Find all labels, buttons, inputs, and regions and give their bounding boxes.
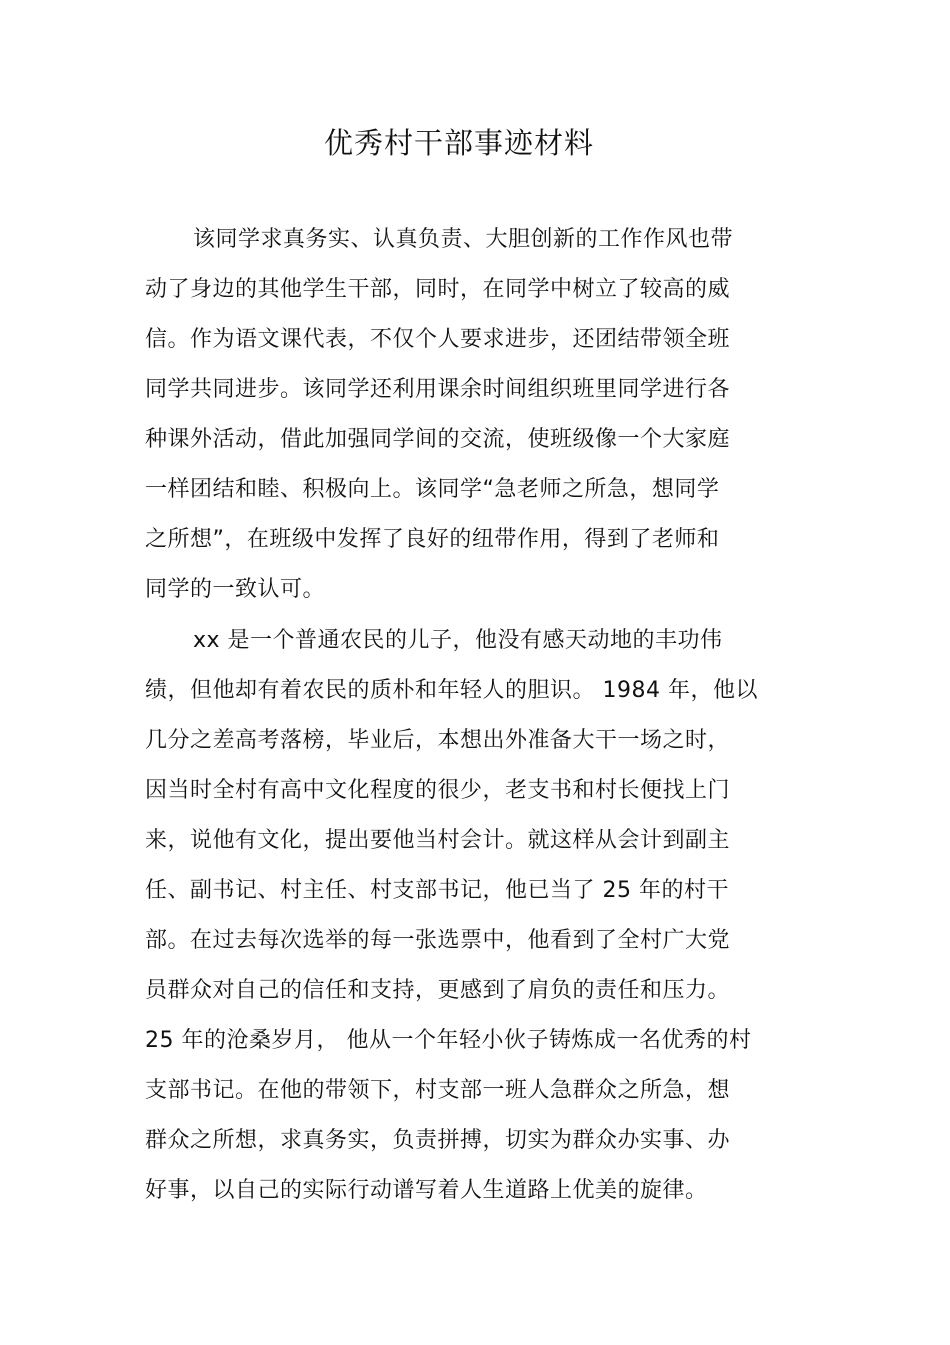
paragraph-2-line-2: 绩，但他却有着农民的质朴和年轻人的胆识。 1984 年，他以	[145, 678, 758, 703]
paragraph-2-line-6: 任、副书记、村主任、村支部书记，他已当了 25 年的村干	[145, 878, 729, 903]
paragraph-1-line-1: 该同学求真务实、认真负责、大胆创新的工作作风也带	[193, 227, 734, 252]
paragraph-2-line-1: xx 是一个普通农民的儿子，他没有感天动地的丰功伟	[193, 628, 723, 653]
paragraph-2-line-5: 来，说他有文化，提出要他当村会计。就这样从会计到副主	[145, 828, 731, 853]
paragraph-1-line-6: 一样团结和睦、积极向上。该同学“急老师之所急，想同学	[145, 477, 720, 502]
paragraph-1-line-3: 信。作为语文课代表，不仅个人要求进步，还团结带领全班	[145, 327, 731, 352]
paragraph-1-line-4: 同学共同进步。该同学还利用课余时间组织班里同学进行各	[145, 377, 731, 402]
paragraph-1-line-8: 同学的一致认可。	[145, 577, 326, 602]
paragraph-1-line-5: 种课外活动，借此加强同学间的交流，使班级像一个大家庭	[145, 427, 731, 452]
paragraph-2-line-9: 25 年的沧桑岁月， 他从一个年轻小伙子铸炼成一名优秀的村	[145, 1028, 752, 1053]
paragraph-2-line-7: 部。在过去每次选举的每一张选票中，他看到了全村广大党	[145, 928, 731, 953]
paragraph-2-line-3: 几分之差高考落榜，毕业后，本想出外准备大干一场之时，	[145, 728, 731, 753]
paragraph-2-line-12: 好事，以自己的实际行动谱写着人生道路上优美的旋律。	[145, 1178, 708, 1203]
paragraph-2-line-10: 支部书记。在他的带领下，村支部一班人急群众之所急，想	[145, 1078, 731, 1103]
paragraph-2-line-8: 员群众对自己的信任和支持，更感到了肩负的责任和压力。	[145, 978, 731, 1003]
paragraph-2-line-11: 群众之所想，求真务实，负责拼搏，切实为群众办实事、办	[145, 1128, 731, 1153]
paragraph-1-line-7: 之所想”，在班级中发挥了良好的纽带作用，得到了老师和	[145, 527, 720, 552]
paragraph-2-line-4: 因当时全村有高中文化程度的很少，老支书和村长便找上门	[145, 778, 731, 803]
document-title: 优秀村干部事迹材料	[323, 126, 594, 160]
paragraph-1-line-2: 动了身边的其他学生干部，同时，在同学中树立了较高的威	[145, 277, 731, 302]
